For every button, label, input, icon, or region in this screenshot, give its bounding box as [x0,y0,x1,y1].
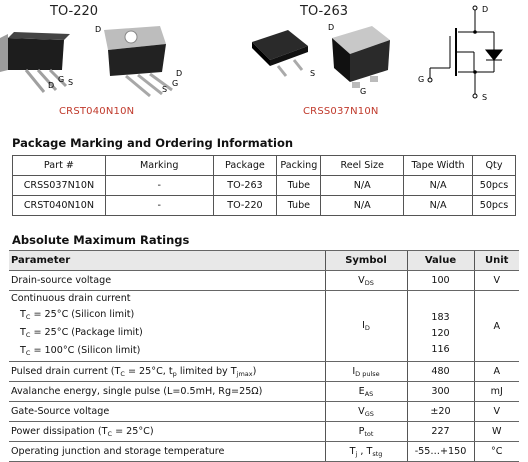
value-cell: ±20 [407,402,474,422]
ordering-header-row [13,156,516,176]
param-text: Pulsed drain current (T [11,365,121,377]
col-header: Part # [13,156,106,176]
table-row [9,291,519,362]
col-header: Marking [105,156,213,176]
symbol-subscript: D [364,324,370,332]
table-row [13,176,516,196]
col-header: Symbol [325,251,407,271]
param-subline [11,343,325,361]
param-subscript: p [172,369,177,378]
param-subscript: C [120,369,125,378]
col-header: Value [407,251,474,271]
param-subscript: C [107,429,113,438]
table-row [9,442,519,462]
cell-reel-size: N/A [321,176,404,196]
to220-pin-label: G [172,79,179,88]
col-header: Reel Size [321,156,404,176]
cell-part: CRSS037N10N [13,176,106,196]
to220-package-image [0,20,240,100]
table-row [9,382,519,402]
symbol: , T [357,445,373,457]
table-row [9,422,519,442]
cell-package: TO-263 [213,176,277,196]
param-condition: = 25°C (Package limit) [30,327,143,338]
param-cell: Drain-source voltage [9,271,325,291]
param-condition: = 25°C (Silicon limit) [30,309,135,320]
param-subscript: C [25,313,31,321]
symbol-subscript: GS [364,409,374,418]
to220-pin-label: S [162,85,168,94]
symbol: T [349,445,356,457]
cell-packing: Tube [277,196,321,216]
to263-device-2 [332,26,390,88]
mosfet-schematic-icon [410,2,520,102]
col-header: Qty [473,156,516,176]
param-text: = 25°C, t [124,365,173,377]
param-text: ) [252,365,257,377]
symbol: V [358,274,365,286]
unit-cell: A [474,362,519,382]
value-cell: -55…+150 [407,442,474,462]
unit-cell: V [474,402,519,422]
param-cell: Gate-Source voltage [9,402,325,422]
col-header: Package [213,156,277,176]
ratings-header-row [9,251,519,271]
cell-package: TO-220 [213,196,277,216]
to263-package-image [248,20,398,100]
symbol-cell [325,291,407,362]
param-text: = 25°C) [112,425,154,437]
cell-marking: - [105,196,213,216]
cell-tape-width: N/A [404,176,473,196]
symbol: P [358,425,365,437]
ordering-table [12,155,516,216]
param-subscript: C [25,331,31,339]
symbol-cell [325,362,407,382]
param-cell: Operating junction and storage temperature [9,442,325,462]
param-subscript: jmax [236,369,253,378]
to220-pin-label: G [58,75,65,84]
cell-tape-width: N/A [404,196,473,216]
unit-cell: °C [474,442,519,462]
param-subline [11,325,325,343]
to220-pin-label: D [95,25,102,34]
symbol-cell [325,271,407,291]
param-subline [11,307,325,325]
to263-pin-label: G [360,87,367,96]
symbol: E [358,385,365,397]
to263-pin-label: D [328,23,335,32]
value-cell: 227 [407,422,474,442]
value-cell: 100 [407,271,474,291]
to220-part-number: CRST040N10N [59,106,135,117]
cell-qty: 50pcs [473,176,516,196]
symbol: I [352,365,356,377]
table-row [9,402,519,422]
param-text: Continuous drain current [11,293,131,304]
table-row [9,362,519,382]
symbol: I [362,320,365,331]
param-cell [9,422,325,442]
symbol-cell [325,382,407,402]
unit-cell: mJ [474,382,519,402]
param-symbol: T [20,309,26,320]
table-row [9,271,519,291]
to220-pin-label: S [68,78,74,87]
symbol-cell [325,402,407,422]
ratings-section-title: Absolute Maximum Ratings [12,233,190,247]
col-header: Unit [474,251,519,271]
col-header: Tape Width [404,156,473,176]
symbol-subscript: AS [364,389,374,398]
param-cell: Avalanche energy, single pulse (L=0.5mH, Rg=25Ω) [9,382,325,402]
param-subscript: C [25,349,31,357]
unit-cell: V [474,271,519,291]
table-row [13,196,516,216]
symbol-subscript: DS [364,278,374,287]
param-symbol: T [20,345,26,356]
to220-pin-label: D [48,81,55,90]
schematic-drain-label: D [482,5,489,14]
to220-pin-label: D [176,69,183,78]
value-cell: 480 [407,362,474,382]
col-header: Packing [277,156,321,176]
cell-part: CRST040N10N [13,196,106,216]
cell-qty: 50pcs [473,196,516,216]
ratings-table [9,250,519,462]
to263-device-1 [252,30,308,76]
param-cell [9,291,325,362]
value-line: 116 [431,344,450,355]
value-line: 120 [431,328,450,339]
cell-marking: - [105,176,213,196]
value-cell [407,291,474,362]
param-text: Power dissipation (T [11,425,108,437]
cell-reel-size: N/A [321,196,404,216]
symbol-subscript: stg [372,449,383,458]
unit-cell: A [474,291,519,362]
cell-packing: Tube [277,176,321,196]
to263-title: TO-263 [300,4,349,19]
symbol-cell [325,422,407,442]
symbol-cell [325,442,407,462]
param-symbol: T [20,327,26,338]
to263-part-number: CRSS037N10N [303,106,379,117]
to220-title: TO-220 [50,4,99,19]
param-condition: = 100°C (Silicon limit) [30,345,141,356]
value-cell: 300 [407,382,474,402]
ordering-section-title: Package Marking and Ordering Information [12,136,294,150]
unit-cell: W [474,422,519,442]
symbol: V [358,405,365,417]
col-header: Parameter [9,251,325,271]
symbol-subscript: tot [364,429,374,438]
symbol-subscript: D pulse [355,369,380,378]
value-line: 183 [431,312,450,323]
param-cell [9,362,325,382]
symbol-subscript: j [355,449,358,458]
schematic-gate-label: G [418,75,425,84]
to263-pin-label: S [310,69,316,78]
schematic-source-label: S [482,93,488,102]
param-text: limited by T [176,365,237,377]
